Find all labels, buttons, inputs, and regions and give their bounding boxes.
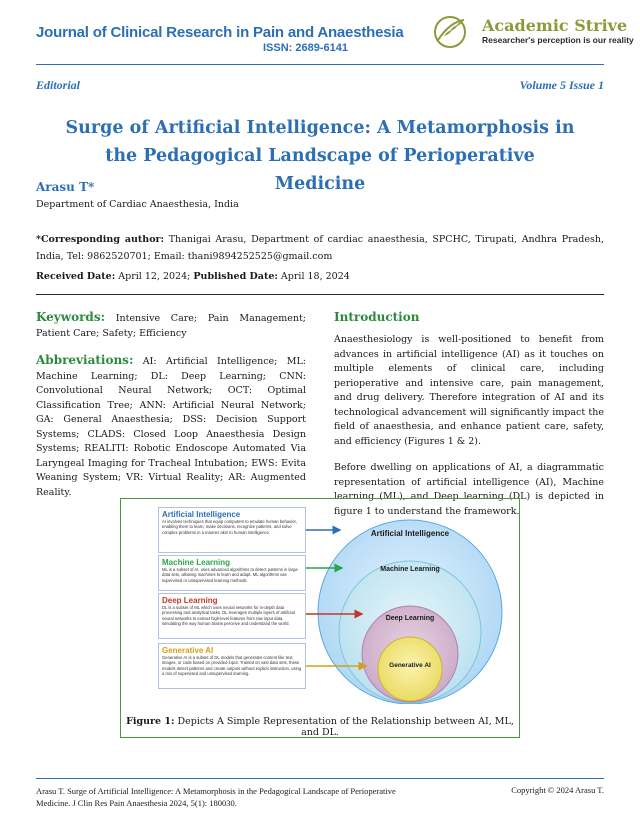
publisher-tagline: Researcher's perception is our reality xyxy=(482,35,634,45)
abbreviations-text: AI: Artificial Intelligence; ML: Machine Learning; DL: Deep Learning; CNN: Convolutional Neural Network; OCT: Optimal Classification Tree; ANN: Artificial Neural Network; GA: General Anaesthesia; DSS: Decision Support Systems; CLADS: Closed Loop Anaesthesia Design Systems; REALITI: Robotic Endoscope Automated Via Laryngeal Imaging for Tracheal Intubation; EWS: Evita Weaning System; VR: Virtual Reality; AR: Augmented Reality. xyxy=(36,356,306,498)
divider xyxy=(36,294,604,295)
panel-text: DL is a subset of ML which uses neural networks for in-depth data processing and analytical tasks. DL leverages multiple layers of artificial neural networks to extract high-level features from raw input data, simulating the way human brains perceive and understand the world. xyxy=(162,605,295,627)
panel-title: Artificial Intelligence xyxy=(162,510,241,519)
panel-machine-learning xyxy=(158,555,306,591)
intro-paragraph-1: Anaesthesiology is well-positioned to benefit from advances in artificial intelligence (AI) as it touches on multiple elements of clinical care, including perioperative and intensive care, pain management, and drug delivery. Therefore integration of AI and its technological advancement will significantly impact the field of anaesthesia, and enhance patient care, safety, and efficiency (Figures 1 & 2). xyxy=(334,334,604,447)
keywords xyxy=(36,310,306,341)
panel-generative-ai xyxy=(158,643,306,689)
footer-citation: Arasu T. Surge of Artificial Intelligence: A Metamorphosis in the Pedagogical Landscape of Perioperative Medicine. J Clin Res Pain Anaesthesia 2024, 5(1): 180030. xyxy=(36,786,396,808)
intro-paragraph-2: Before dwelling on applications of AI, a diagrammatic representation of artificial intelligence (AI), Machine learning (ML), and Deep learning (DL) is depicted in figure 1 to understand the framework. xyxy=(334,462,604,517)
received-date: April 12, 2024; xyxy=(118,271,191,282)
issn: ISSN: 2689-6141 xyxy=(263,42,348,54)
abbreviations-heading: Abbreviations: xyxy=(36,353,134,367)
panel-title: Deep Learning xyxy=(162,596,218,605)
genai-circle-label: Generative AI xyxy=(389,662,431,669)
caption-text: Depicts A Simple Representation of the Relationship between AI, ML, and DL. xyxy=(177,716,514,738)
abbreviations xyxy=(36,353,306,500)
panel-artificial-intelligence xyxy=(158,507,306,553)
caption-label: Figure 1: xyxy=(126,716,175,727)
ml-circle-label: Machine Learning xyxy=(380,566,440,573)
corresponding-text: Thanigai Arasu, Department of cardiac anaesthesia, SPCHC, Tirupati, Andhra Pradesh, India, Tel: 9862520701; Email: thani9894252525@gmail.com xyxy=(36,234,605,262)
panel-text: Generative AI is a subset of DL models that generates content like text, images, or code based on provided input. Trained on vast data sets, these models detect patterns and create outputs without explicit instruction, using a mix of supervised and unsupervised learning. xyxy=(162,655,302,677)
publisher-name: Academic Strive xyxy=(482,16,628,35)
keywords-heading: Keywords: xyxy=(36,310,106,324)
panel-text: AI involves techniques that equip computers to emulate human behavior, enabling them to learn, make decisions, recognize patterns, and solve complex problems in a manner akin to human intelligence. xyxy=(162,519,297,535)
panel-title: Generative AI xyxy=(162,646,214,655)
journal-title: Journal of Clinical Research in Pain and Anaesthesia xyxy=(36,24,404,41)
article-title: Surge of Artificial Intelligence: A Metamorphosis in the Pedagogical Landscape of Perioperative Medicine xyxy=(65,118,575,194)
footer-rule xyxy=(36,778,604,779)
published-date: April 18, 2024 xyxy=(280,271,350,282)
connector-arrows xyxy=(306,500,376,700)
dl-circle-label: Deep Learning xyxy=(385,615,435,622)
keywords-text: Intensive Care; Pain Management; Patient Care; Safety; Efficiency xyxy=(36,313,306,339)
section-tag: Editorial xyxy=(36,78,81,92)
publisher-logo-icon xyxy=(430,12,478,52)
affiliation: Department of Cardiac Anaesthesia, India xyxy=(36,199,239,210)
header-rule xyxy=(36,64,604,65)
panel-text: ML is a subset of AI, uses advanced algorithms to detect patterns in large data sets, allowing machines to learn and adapt. ML algorithms use supervised or unsupervised learning methods. xyxy=(162,567,298,583)
received-label: Received Date: xyxy=(36,271,116,282)
panel-deep-learning xyxy=(158,593,306,639)
introduction-heading: Introduction xyxy=(334,310,420,324)
figure-caption xyxy=(120,716,520,738)
panel-title: Machine Learning xyxy=(162,558,231,567)
dates xyxy=(36,271,350,282)
genai-circle xyxy=(378,637,442,701)
footer-copyright: Copyright © 2024 Arasu T. xyxy=(511,785,604,795)
author: Arasu T* xyxy=(36,180,95,194)
volume-tag: Volume 5 Issue 1 xyxy=(519,78,604,92)
left-column xyxy=(36,310,306,512)
ai-circle-label: Artificial Intelligence xyxy=(370,529,450,538)
published-label: Published Date: xyxy=(193,271,278,282)
corresponding-author xyxy=(36,231,604,265)
corresponding-label: *Corresponding author: xyxy=(36,234,165,245)
